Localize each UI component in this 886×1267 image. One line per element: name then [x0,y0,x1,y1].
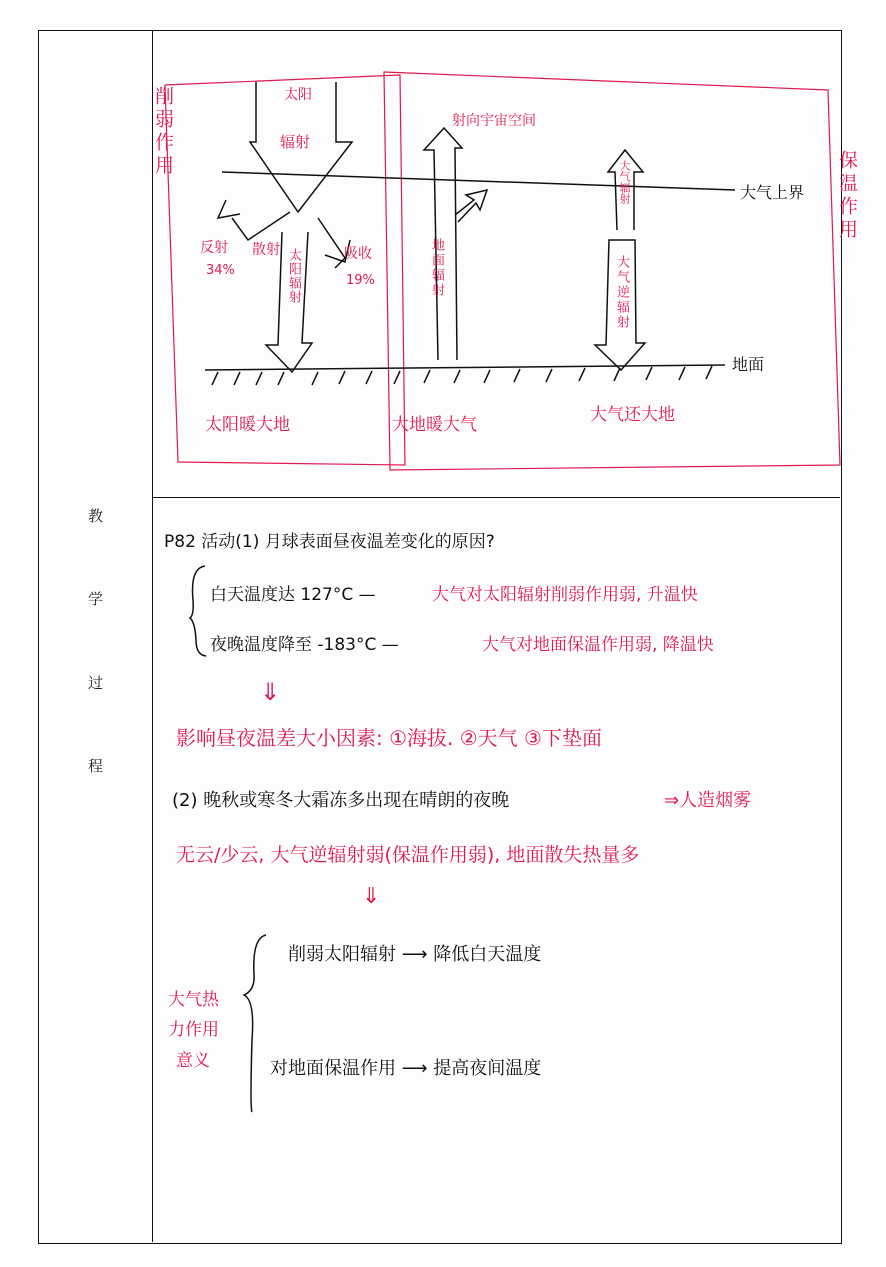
day-temp-reason: 大气对太阳辐射削弱作用弱, 升温快 [432,585,698,605]
atmosphere-top-label: 大气上界 [740,183,805,202]
weakening-effect-label: 削弱作用 [152,86,174,178]
meaning-label-line-1: 大气热 [168,990,219,1010]
to-space-label: 射向宇宙空间 [452,113,536,129]
sun-label: 太阳 [284,87,312,103]
ground-label: 地面 [732,355,765,374]
panel-3-caption: 大气还大地 [590,405,675,425]
reflect-arrow [218,200,290,240]
question-2-explanation: 无云/少云, 大气逆辐射弱(保温作用弱), 地面散失热量多 [176,844,640,866]
atmosphere-top-line [222,172,735,190]
stage-char-2: 学 [88,590,104,608]
panel-2-caption: 大地暖大气 [392,415,477,435]
factors-line: 影响昼夜温差大小因素: ①海拔. ②天气 ③下垫面 [176,726,602,750]
panel-1-caption: 太阳暖大地 [205,415,290,435]
day-temp-line: 白天温度达 127°C — [210,585,376,605]
reflect-percent: 34% [206,263,235,278]
note-brace-1 [190,566,206,656]
meaning-item-1: 削弱太阳辐射 ⟶ 降低白天温度 [288,944,542,965]
night-temp-line: 夜晚温度降至 -183°C — [210,635,399,655]
counter-radiation-vertical: 大气逆辐射 [614,255,629,330]
ground-line [205,365,725,370]
solar-radiation-vertical: 太阳辐射 [286,248,301,304]
scatter-label: 散射 [252,242,280,258]
meaning-item-2: 对地面保温作用 ⟶ 提高夜间温度 [270,1058,542,1079]
absorb-label: 吸收 [344,246,372,262]
down-arrow-2: ⇓ [362,884,381,909]
stage-char-4: 程 [88,757,104,775]
atm-radiation-vertical: 大气辐射 [618,160,631,204]
note-brace-2 [244,935,266,1112]
night-temp-reason: 大气对地面保温作用弱, 降温快 [482,635,714,655]
space-branch-arrow [455,190,487,222]
stage-char-1: 教 [88,507,104,525]
meaning-label-line-3: 意义 [176,1051,210,1071]
question-2-line: (2) 晚秋或寒冬大霜冻多出现在晴朗的夜晚 [172,790,510,811]
ground-radiation-vertical: 地面辐射 [429,238,444,298]
question-2-answer: ⇒人造烟雾 [664,790,752,811]
absorb-percent: 19% [346,273,375,288]
reflect-label: 反射 [200,240,228,256]
stage-char-3: 过 [88,674,104,692]
down-arrow-1: ⇓ [260,678,281,706]
radiation-label: 辐射 [280,133,311,151]
meaning-label-line-2: 力作用 [168,1020,219,1040]
question-heading: P82 活动(1) 月球表面昼夜温差变化的原因? [164,532,495,552]
insulation-effect-label: 保温作用 [836,150,858,242]
